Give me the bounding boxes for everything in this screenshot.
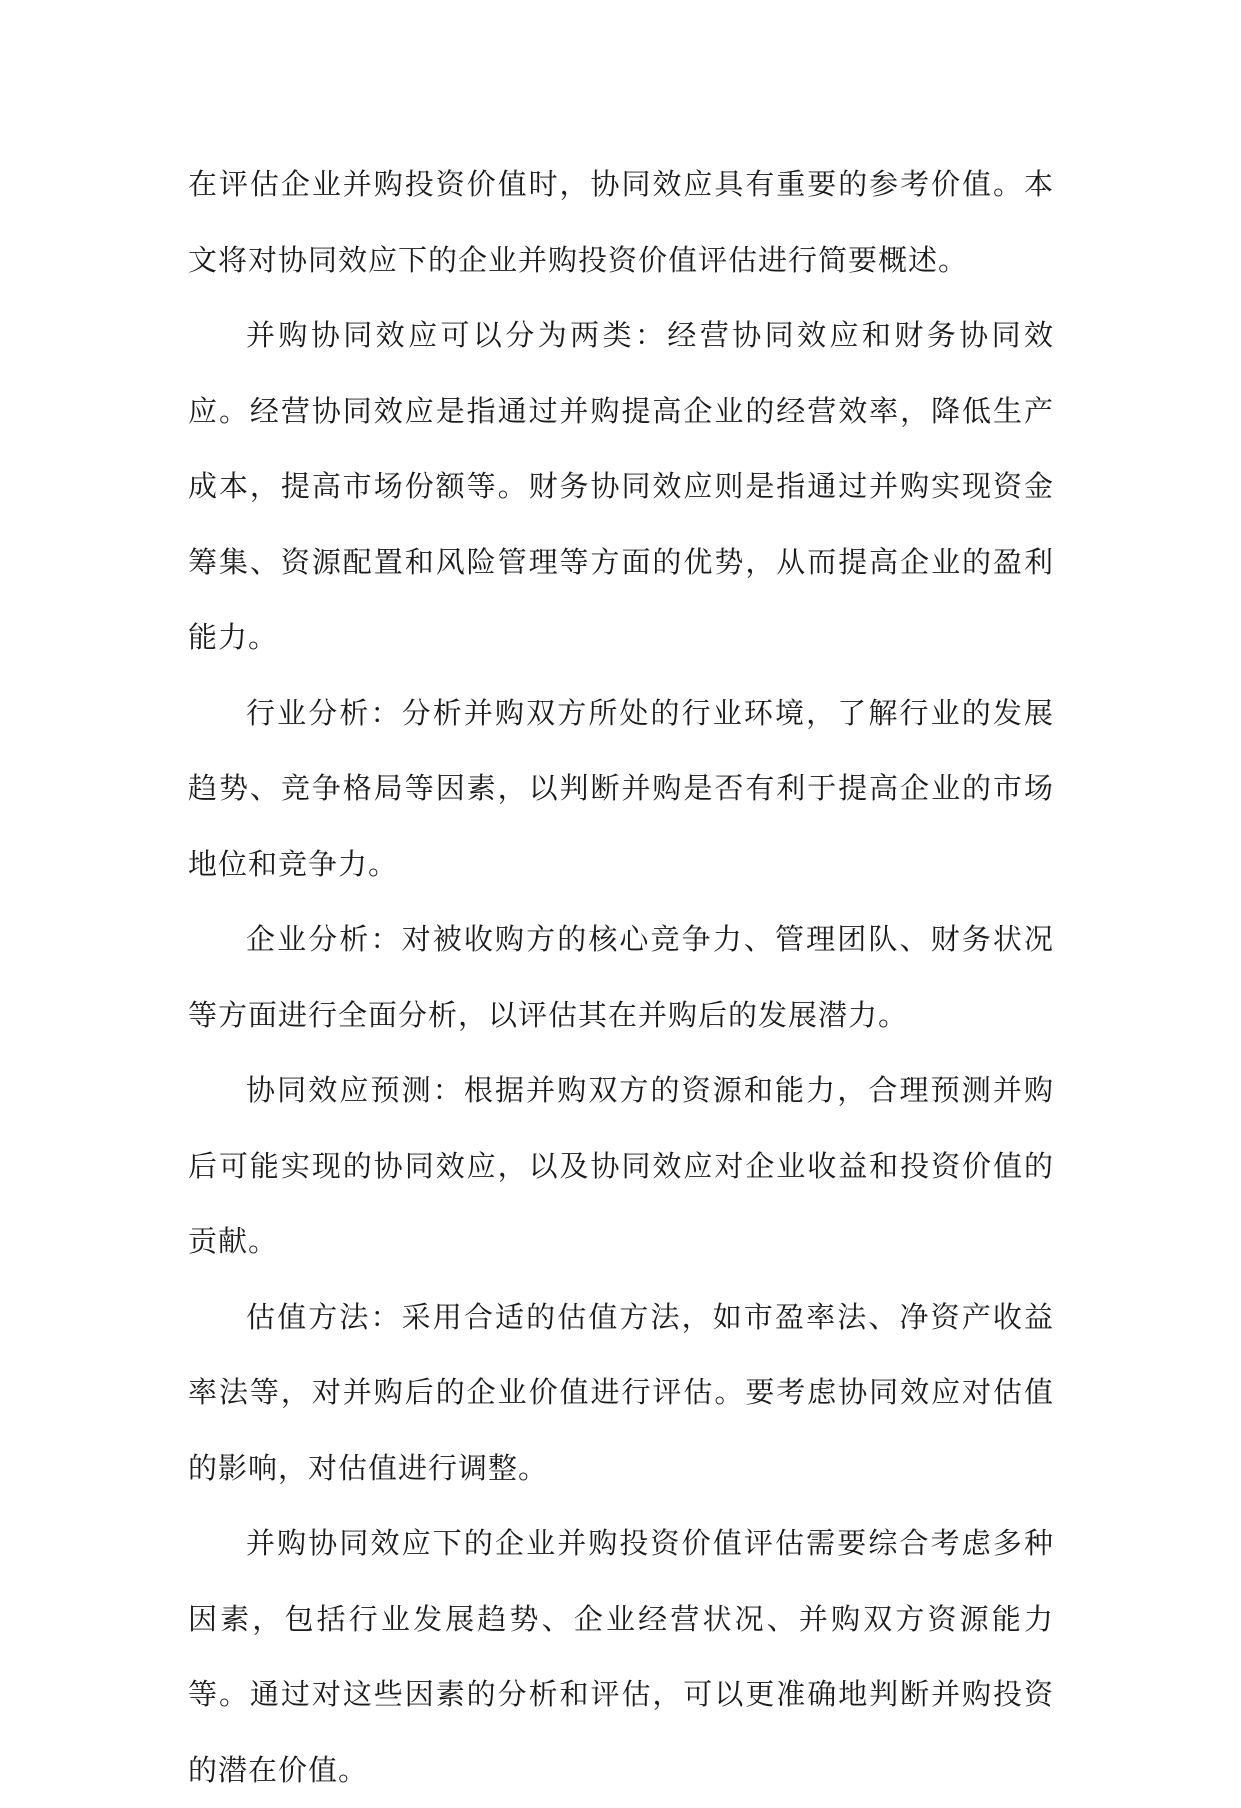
paragraph-company-analysis: 企业分析：对被收购方的核心竞争力、管理团队、财务状况等方面进行全面分析，以评估其在并购后的发展潜力。 — [188, 922, 1054, 1032]
paragraph-industry-analysis: 行业分析：分析并购双方所处的行业环境，了解行业的发展趋势、竞争格局等因素，以判断并购是否有利于提高企业的市场地位和竞争力。 — [188, 695, 1054, 881]
document-body — [188, 147, 1054, 1808]
paragraph-intro: 在评估企业并购投资价值时，协同效应具有重要的参考价值。本文将对协同效应下的企业并购投资价值评估进行简要概述。 — [188, 167, 1054, 277]
paragraph-valuation-method: 估值方法：采用合适的估值方法，如市盈率法、净资产收益率法等，对并购后的企业价值进行评估。要考虑协同效应对估值的影响，对估值进行调整。 — [188, 1299, 1054, 1485]
paragraph-conclusion: 并购协同效应下的企业并购投资价值评估需要综合考虑多种因素，包括行业发展趋势、企业经营状况、并购双方资源能力等。通过对这些因素的分析和评估，可以更准确地判断并购投资的潜在价值。 — [188, 1526, 1054, 1787]
paragraph-synergy-forecast: 协同效应预测：根据并购双方的资源和能力，合理预测并购后可能实现的协同效应，以及协同效应对企业收益和投资价值的贡献。 — [188, 1073, 1054, 1258]
paragraph-synergy-types: 并购协同效应可以分为两类：经营协同效应和财务协同效应。经营协同效应是指通过并购提高企业的经营效率，降低生产成本，提高市场份额等。财务协同效应则是指通过并购实现资金筹集、资源配置和风险管理等方面的优势，从而提高企业的盈利能力。 — [188, 318, 1054, 654]
